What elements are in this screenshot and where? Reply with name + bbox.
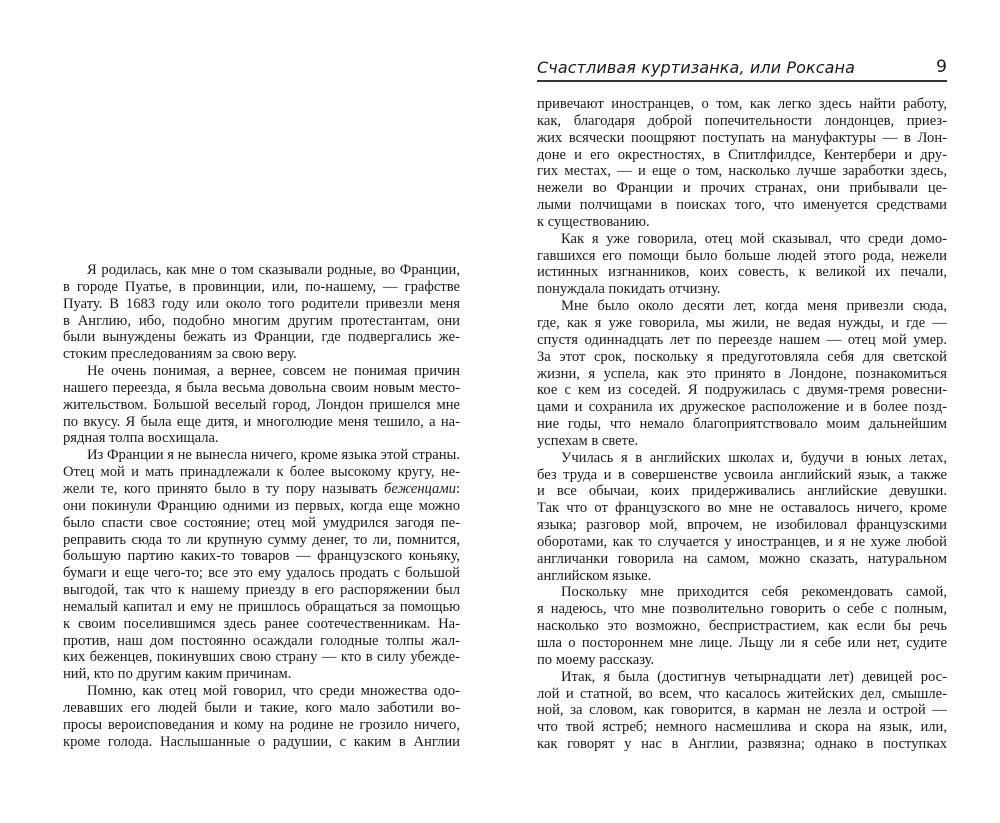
text-line: цами и сохранила их дружеское расположение и в более позд- xyxy=(537,399,947,416)
paragraph xyxy=(537,231,947,298)
text-line: я надеюсь, что мне позволительно говорить о себе с полным, xyxy=(537,601,947,618)
text-line: Помню, как отец мой говорил, что среди множества одо- xyxy=(87,683,460,700)
text-line: ких беженцев, покинувших свою страну — кто в силу убежде- xyxy=(63,649,460,666)
text-segment: : xyxy=(455,480,460,497)
text-line: ние годы, что немало благоприятствовало моим дальнейшим xyxy=(537,416,947,433)
text-line: к существованию. xyxy=(537,213,650,230)
running-head xyxy=(537,58,947,82)
text-line: доне и его окрестностях, в Спитлфилдсе, Кентербери и дру- xyxy=(537,146,947,163)
text-line: кое с кем из соседей. Я подружилась с двумя-тремя ровесни- xyxy=(537,382,947,399)
text-line: как, благодаря доброй попечительности лондонцев, приез- xyxy=(537,112,947,129)
text-line: лой и статной, во всем, что касалось житейских дел, смышле- xyxy=(537,685,947,702)
text-line: Я родилась, как мне о том сказывали родные, во Франции, xyxy=(87,262,460,278)
left-page-text xyxy=(63,262,460,750)
text-line: просы вероисповедания и кому на родине не грозило ничего, xyxy=(63,716,460,733)
text-line: языка; разговор мой, впрочем, не изобиловал французскими xyxy=(537,517,947,534)
paragraph xyxy=(63,683,460,750)
text-line: левавших его людей были и такие, кого мало заботили во- xyxy=(63,699,460,716)
text-line: Так что от французского во мне не оставалось ничего, кроме xyxy=(537,500,947,517)
text-line: нежели во Франции и прочих странах, они прибывали це- xyxy=(537,180,947,197)
text-line: что твой ястреб; немного насмешлива и скора на язык, или, xyxy=(537,719,947,736)
text-line: и все обычаи, коих придерживались английские девушки. xyxy=(537,483,947,500)
text-line: понуждала покидать отчизну. xyxy=(537,281,721,298)
text-line: немалый капитал и ему не пришлось обращаться за помощью xyxy=(63,598,460,615)
text-line: жих всячески поощряют поступать на мануфактуры — в Лон- xyxy=(537,129,947,146)
paragraph xyxy=(537,669,947,753)
text-segment: жели те, кого принято было в ту пору называть xyxy=(63,480,384,497)
text-line: по моему рассказу. xyxy=(537,651,655,668)
paragraph xyxy=(537,298,947,450)
paragraph xyxy=(537,96,947,231)
text-line: Отец мой и мать принадлежали к более высокому кругу, не- xyxy=(63,464,460,481)
text-line: гавшихся его помощи было больше людей этого рода, нежели xyxy=(537,247,947,264)
text-line: англичанки говорила на самом, можно сказать, натуральном xyxy=(537,550,947,567)
text-line: по вкусу. Я была еще дитя, и многолюдие меня тешило, а на- xyxy=(63,413,460,430)
text-line: кроме голода. Наслышанные о радушии, с каким в Англии xyxy=(63,733,460,750)
running-title: Счастливая куртизанка, или Роксана xyxy=(537,58,856,77)
paragraph xyxy=(537,584,947,668)
paragraph xyxy=(537,450,947,585)
text-line: против, наш дом постоянно осаждали голодные толпы жал- xyxy=(63,632,460,649)
text-line: было спасти свое состояние; отец мой умудрился загодя пе- xyxy=(63,514,460,531)
text-line: без труда и в совершенстве усвоила английский язык, а также xyxy=(537,466,947,483)
text-line: Не очень понимая, а вернее, совсем не понимая причин xyxy=(87,363,460,380)
text-line: английском языке. xyxy=(537,567,652,584)
text-line: Мне было около десяти лет, когда меня привезли сюда, xyxy=(561,298,947,315)
text-line: гих местах, — и еще о том, насколько лучше заработки здесь, xyxy=(537,163,947,180)
text-line: успехам в свете. xyxy=(537,432,639,449)
text-line: привечают иностранцев, о том, как легко здесь найти работу, xyxy=(537,96,947,112)
text-line: оборотами, как то случается у иностранцев, и я не хуже любой xyxy=(537,533,947,550)
text-line: реправить сюда то ли крупную сумму денег, то ли, помнится, xyxy=(63,531,460,548)
text-line: ний, кто по другим каким причинам. xyxy=(63,666,292,683)
paragraph xyxy=(63,363,460,447)
text-line: спустя одиннадцать лет по переезде нашем — отец мой умер. xyxy=(537,331,947,348)
text-line: жительством. Большой веселый город, Лондон пришелся мне xyxy=(63,396,460,413)
text-line: к своим поселившимся здесь ранее соотечественникам. На- xyxy=(63,615,460,632)
text-line: большую партию каких-то товаров — французского коньяку, xyxy=(63,548,460,565)
text-line: Пуату. В 1683 году или около того родители привезли меня xyxy=(63,295,460,312)
text-line: в городе Пуатье, в провинции, или, по-нашему, — графстве xyxy=(63,278,460,295)
paragraph xyxy=(63,262,460,363)
page-number: 9 xyxy=(936,57,947,77)
italic-text: беженцами xyxy=(384,480,456,497)
text-line: в Англию, ибо, подобно многим другим протестантам, они xyxy=(63,312,460,329)
text-line: выгодой, так что к нашему приезду в его распоряжении был xyxy=(63,582,460,599)
text-line: как говорят у нас в Англии, развязна; однако в поступках xyxy=(537,736,947,753)
right-page-text xyxy=(537,96,947,753)
text-line: были вынуждены бежать из Франции, где подвергались же- xyxy=(63,329,460,346)
text-line xyxy=(63,481,460,498)
text-line: они покинули Францию одними из первых, когда еще можно xyxy=(63,497,460,514)
text-line: шла о постороннем мне лице. Льщу ли я себе или нет, судите xyxy=(537,635,947,651)
paragraph xyxy=(63,447,460,683)
text-line: За этот срок, поскольку я предуготовляла себя для светской xyxy=(537,348,947,365)
text-line: рядная толпа восхищала. xyxy=(63,430,219,447)
text-line: жизни, я успела, как это принято в Лондоне, познакомиться xyxy=(537,365,947,382)
text-line: нашего переезда, я была весьма довольна своим новым место- xyxy=(63,379,460,396)
text-line: ной, за словом, как говорится, в карман не лезла и острой — xyxy=(537,702,947,719)
text-line: истинных изгнанников, коих совесть, к великой их печали, xyxy=(537,264,947,281)
text-line: Итак, я была (достигнув четырнадцати лет) девицей рос- xyxy=(561,668,947,685)
text-line: где, как я уже говорила, мы жили, не ведая нужды, и где — xyxy=(537,314,947,331)
text-line: Училась я в английских школах и, будучи в юных летах, xyxy=(561,449,947,466)
text-line: лыми полчищами в поисках того, что именуется средствами xyxy=(537,197,947,214)
text-line: стоким преследованиям за свою веру. xyxy=(63,346,297,363)
text-line: Из Франции я не вынесла ничего, кроме языка этой страны. xyxy=(87,447,460,464)
text-line: Поскольку мне приходится себя рекомендовать самой, xyxy=(561,584,947,601)
text-line: Как я уже говорила, отец мой сказывал, что среди домо- xyxy=(561,230,947,247)
text-line: бумаги и еще чего-то; все это ему удалось продать с большой xyxy=(63,565,460,582)
text-line: насколько это возможно, беспристрастием, как если бы речь xyxy=(537,618,947,635)
